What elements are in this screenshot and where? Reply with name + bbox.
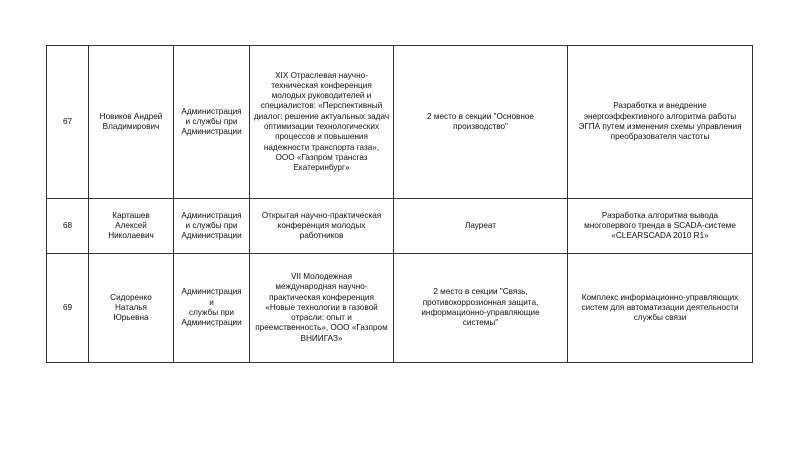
name-cell: Сидоренко Наталья Юрьевна <box>89 254 174 363</box>
result-cell: Лауреат <box>394 199 568 254</box>
result-cell: 2 место в секции "Связь, противокоррозионная защита, информационно-управляющие системы" <box>394 254 568 363</box>
table-row <box>47 46 753 199</box>
table-row <box>47 254 753 363</box>
awards-table <box>46 45 753 363</box>
name-cell: Карташев Алексей Николаевич <box>89 199 174 254</box>
row-number-cell: 69 <box>47 254 89 363</box>
name-cell: Новиков Андрей Владимирович <box>89 46 174 199</box>
event-cell: XIX Отраслевая научно- техническая конференция молодых руководителей и специалистов: «Перспективный диалог: решение актуальных задач оптимизации технологических процессов и повышения надежности транспорта газа», ООО «Газпром трансгаз Екатеринбург» <box>250 46 394 199</box>
event-cell: VII Молодежная международная научно- практическая конференция «Новые технологии в газовой отрасли: опыт и преемственность», ООО «Газпром ВНИИГАЗ» <box>250 254 394 363</box>
row-number-cell: 67 <box>47 46 89 199</box>
topic-cell: Разработка алгоритма вывода многопервого тренда в SCADA-системе «CLEARSCADA 2010 R1» <box>568 199 753 254</box>
topic-cell: Разработка и внедрение энергоэффективного алгоритма работы ЭГПА путем изменения схемы управления преобразователя частоты <box>568 46 753 199</box>
result-cell: 2 место в секции "Основное производство" <box>394 46 568 199</box>
department-cell: Администрация и службы при Администрации <box>174 254 250 363</box>
event-cell: Открытая научно-практическая конференция молодых работников <box>250 199 394 254</box>
topic-cell: Комплекс информационно-управляющих систем для автоматизации деятельности службы связи <box>568 254 753 363</box>
row-number-cell: 68 <box>47 199 89 254</box>
department-cell: Администрация и службы при Администрации <box>174 199 250 254</box>
table-row <box>47 199 753 254</box>
department-cell: Администрация и службы при Администрации <box>174 46 250 199</box>
